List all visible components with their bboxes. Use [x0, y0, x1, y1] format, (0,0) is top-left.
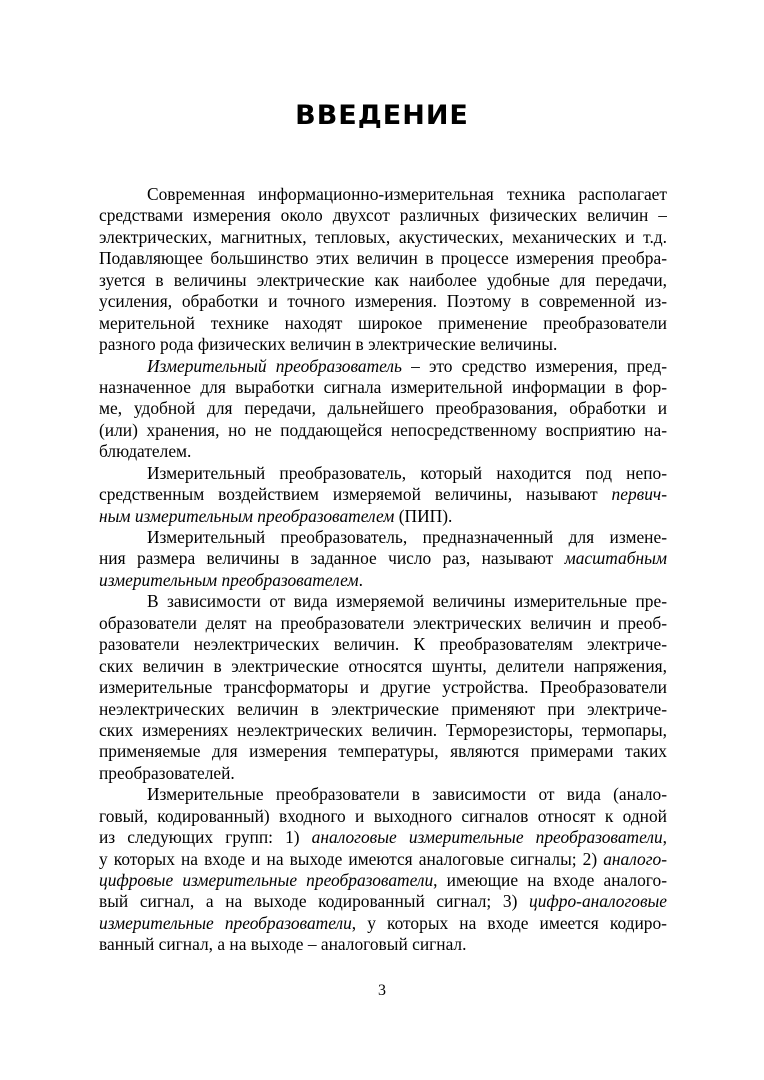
italic-term: измерительным преобразователем — [99, 569, 359, 590]
text-line — [99, 634, 667, 655]
text-segment: измерительные трансформаторы и другие устройства. Преобразователи — [99, 677, 667, 698]
text-segment: преобразователей. — [99, 762, 235, 783]
text-segment: Подавляющее большинство этих величин в процессе измерения преобра- — [99, 248, 667, 269]
italic-term: Измерительный преобразователь — [147, 355, 402, 376]
text-segment: электрических, магнитных, тепловых, акустических, механических и т.д. — [99, 226, 667, 247]
italic-term: цифро-аналоговые — [529, 891, 667, 912]
text-segment: средственным воздействием измеряемой величины, называют — [99, 484, 612, 505]
text-line — [99, 463, 667, 484]
text-line — [99, 870, 667, 891]
text-segment: В зависимости от вида измеряемой величины измерительные пре- — [147, 591, 667, 612]
text-line — [99, 827, 667, 848]
italic-term: масштабным — [564, 548, 667, 569]
text-segment: из следующих групп: 1) — [99, 827, 312, 848]
text-line — [99, 784, 667, 805]
text-segment: вый сигнал, а на выходе кодированный сигнал; 3) — [99, 891, 530, 912]
text-line — [99, 205, 667, 226]
text-line — [99, 506, 667, 527]
text-segment: у которых на входе и на выходе имеются аналоговые сигналы; 2) — [99, 848, 604, 869]
text-segment: разного рода физических величин в электрические величины. — [99, 334, 558, 355]
text-segment: , — [662, 827, 667, 848]
text-line — [99, 527, 667, 548]
text-line — [99, 656, 667, 677]
text-segment: образователи делят на преобразователи электрических величин и преоб- — [99, 612, 667, 633]
text-line — [99, 613, 667, 634]
text-line — [99, 763, 667, 784]
text-line — [99, 441, 667, 462]
text-segment: средствами измерения около двухсот различных физических величин – — [99, 205, 667, 226]
text-line — [99, 227, 667, 248]
text-segment: разователи неэлектрических величин. К преобразователям электриче- — [99, 634, 667, 655]
text-segment: назначенное для выработки сигнала измерительной информации в фор- — [99, 376, 667, 397]
text-line — [99, 934, 667, 955]
text-line — [99, 291, 667, 312]
text-line — [99, 891, 667, 912]
text-segment: блюдателем. — [99, 441, 192, 462]
page-number: 3 — [378, 982, 386, 999]
text-line — [99, 677, 667, 698]
text-line — [99, 420, 667, 441]
text-segment: (ПИП). — [394, 505, 453, 526]
text-segment: ских измерениях неэлектрических величин. Терморезисторы, термопары, — [99, 719, 667, 740]
italic-term: ным измерительным преобразователем — [99, 505, 395, 526]
text-line — [99, 849, 667, 870]
text-segment: ния размера величины в заданное число раз, называют — [99, 548, 565, 569]
italic-term: измерительные преобразователи — [99, 912, 352, 933]
text-segment: . — [358, 569, 363, 590]
text-line — [99, 741, 667, 762]
italic-term: цифровые измерительные преобразователи — [99, 870, 434, 890]
italic-term: аналого- — [603, 848, 667, 869]
text-line — [99, 570, 667, 591]
text-line — [99, 184, 667, 205]
text-segment: мерительной технике находят широкое применение преобразователи — [99, 312, 667, 333]
text-line — [99, 248, 667, 269]
text-segment: ме, удобной для передачи, дальнейшего преобразования, обработки и — [99, 398, 667, 419]
text-line — [99, 377, 667, 398]
text-segment: говый, кодированный) входного и выходного сигналов относят к одной — [99, 805, 667, 826]
text-line — [99, 591, 667, 612]
text-line — [99, 548, 667, 569]
text-line — [99, 313, 667, 334]
text-segment: – это средство измерения, пред- — [401, 355, 667, 376]
text-segment: неэлектрических величин в электрические применяют при электриче- — [99, 698, 667, 719]
italic-term: первич- — [611, 484, 667, 505]
text-segment: Измерительные преобразователи в зависимости от вида (анало- — [147, 784, 667, 805]
text-line — [99, 720, 667, 741]
text-line — [99, 484, 667, 505]
text-segment: , имеющие на входе аналого- — [433, 870, 667, 890]
text-segment: ванный сигнал, а на выходе – аналоговый сигнал. — [99, 934, 467, 955]
text-segment: усиления, обработки и точного измерения. Поэтому в современной из- — [99, 291, 667, 312]
text-line — [99, 806, 667, 827]
text-segment: (или) хранения, но не поддающейся непосредственному восприятию на- — [99, 419, 667, 440]
text-segment: зуется в величины электрические как наиболее удобные для передачи, — [99, 269, 667, 290]
body-text — [99, 184, 667, 956]
page-title: ВВЕДЕНИЕ — [295, 100, 469, 131]
text-line — [99, 913, 667, 934]
text-line — [99, 334, 667, 355]
text-segment: применяемые для измерения температуры, являются примерами таких — [99, 741, 667, 762]
text-line — [99, 699, 667, 720]
text-segment: Измерительный преобразователь, который находится под непо- — [147, 462, 667, 483]
italic-term: аналоговые измерительные преобразователи — [311, 827, 663, 848]
text-line — [99, 398, 667, 419]
text-segment: Современная информационно-измерительная техника располагает — [147, 184, 667, 204]
text-segment: Измерительный преобразователь, предназначенный для измене- — [147, 527, 667, 547]
text-line — [99, 270, 667, 291]
text-segment: ских величин в электрические относятся шунты, делители напряжения, — [99, 655, 667, 676]
text-line — [99, 356, 667, 377]
text-segment: , у которых на входе имеется кодиро- — [351, 912, 667, 933]
